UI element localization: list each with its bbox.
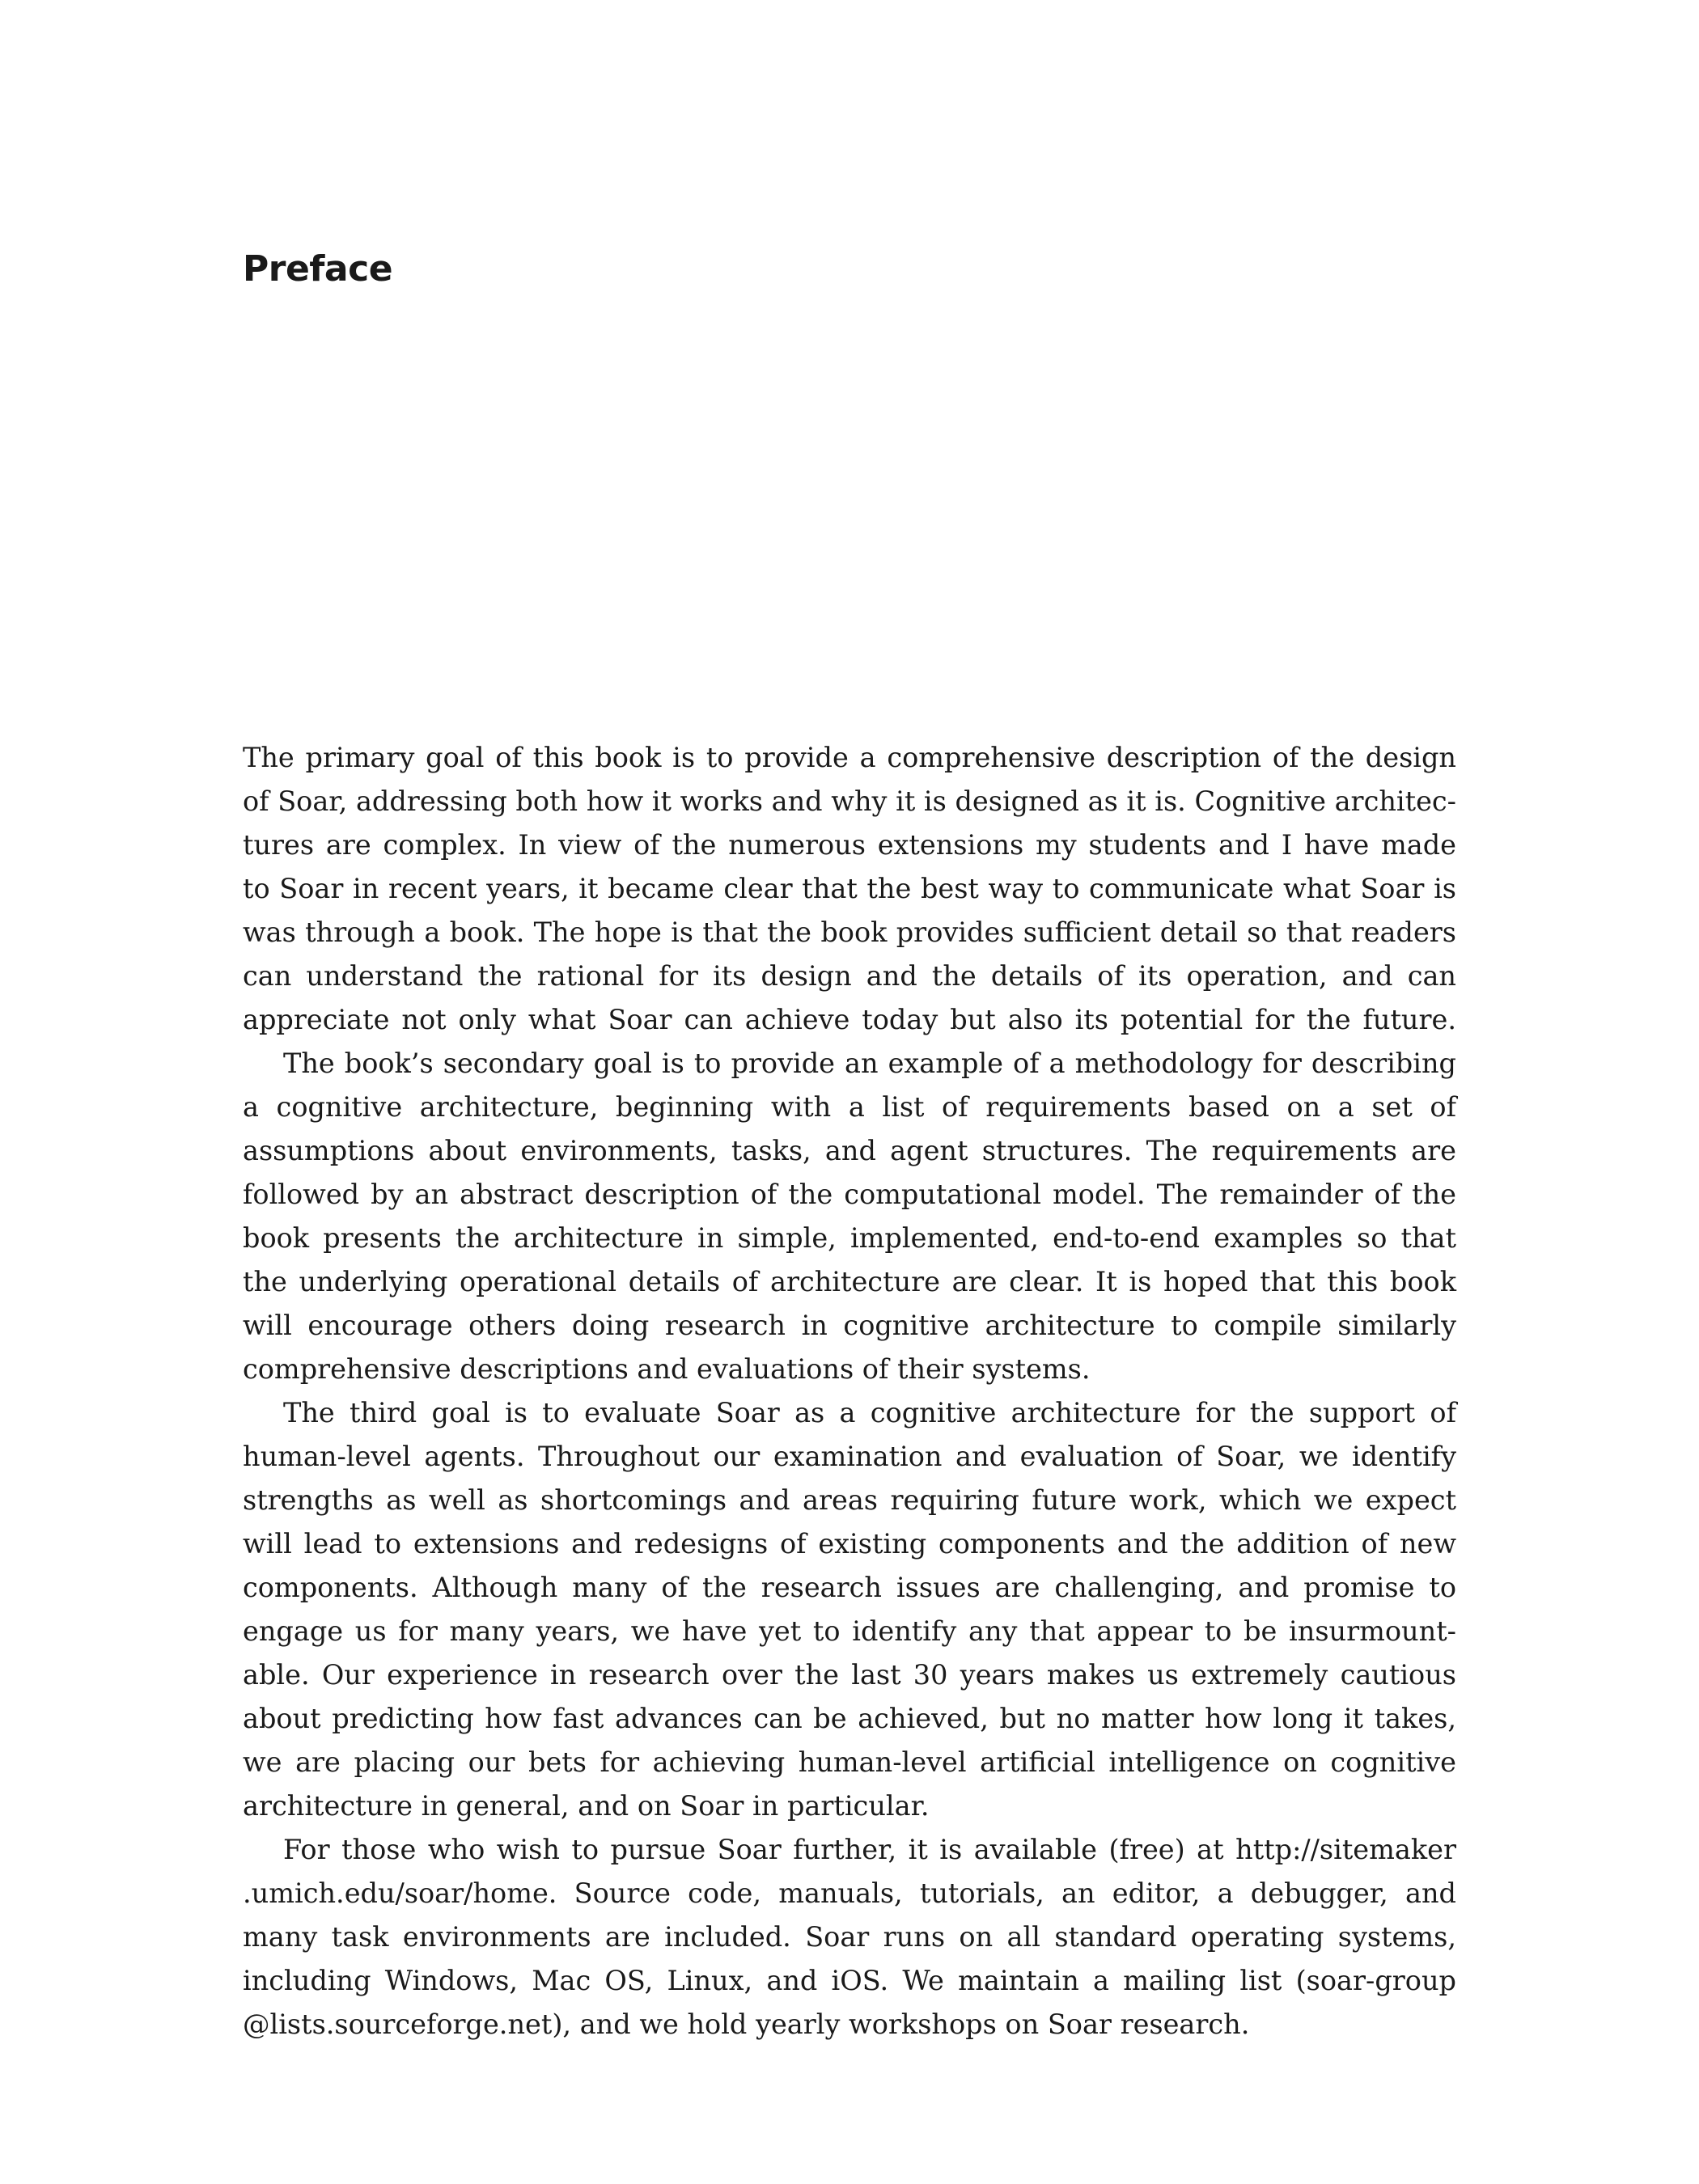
text-line: The third goal is to evaluate Soar as a cognitive architecture for the support of [283,1397,1456,1428]
text-line: assumptions about environments, tasks, and agent structures. The requirements are [243,1135,1456,1166]
text-line: including Windows, Mac OS, Linux, and iOS. We maintain a mailing list (soar-group [243,1965,1456,1996]
text-line: appreciate not only what Soar can achieve today but also its potential for the future. [243,1004,1456,1035]
text-line: architecture in general, and on Soar in particular. [243,1790,930,1822]
text-line: we are placing our bets for achieving human-level artificial intelligence on cognitive [243,1746,1456,1778]
paragraph-2 [243,1042,1456,1391]
text-line: many task environments are included. Soar runs on all standard operating systems, [243,1921,1456,1953]
text-line: book presents the architecture in simple, implemented, end-to-end examples so that [243,1222,1456,1254]
text-line: a cognitive architecture, beginning with a list of requirements based on a set of [243,1091,1456,1123]
paragraph-3 [243,1391,1456,1828]
page-title: Preface [243,248,393,290]
text-line: human-level agents. Throughout our examination and evaluation of Soar, we identify [243,1441,1456,1472]
text-line: @lists.sourceforge.net), and we hold yearly workshops on Soar research. [243,2008,1250,2040]
text-line: of Soar, addressing both how it works and why it is designed as it is. Cognitive architec- [243,785,1456,817]
text-line: .umich.edu/soar/home. Source code, manuals, tutorials, an editor, a debugger, and [243,1877,1456,1909]
text-line: followed by an abstract description of the computational model. The remainder of the [243,1179,1456,1210]
text-line: was through a book. The hope is that the book provides sufficient detail so that readers [243,916,1456,948]
text-line: can understand the rational for its design and the details of its operation, and can [243,960,1456,992]
text-line: will encourage others doing research in cognitive architecture to compile similarly [243,1310,1456,1341]
preface-body [243,736,1456,2046]
paragraph-1 [243,736,1456,1042]
text-line: will lead to extensions and redesigns of existing components and the addition of new [243,1528,1456,1560]
text-line: the underlying operational details of architecture are clear. It is hoped that this book [243,1266,1456,1297]
text-line: For those who wish to pursue Soar further, it is available (free) at http://sitemaker [283,1834,1456,1865]
paragraph-4 [243,1828,1456,2046]
text-line: The primary goal of this book is to provide a comprehensive description of the design [243,742,1456,773]
text-line: able. Our experience in research over the last 30 years makes us extremely cautious [243,1659,1456,1691]
text-line: comprehensive descriptions and evaluations of their systems. [243,1353,1091,1385]
text-line: strengths as well as shortcomings and areas requiring future work, which we expect [243,1484,1456,1516]
text-line: components. Although many of the research issues are challenging, and promise to [243,1572,1456,1603]
text-line: The book’s secondary goal is to provide an example of a methodology for describing [283,1048,1456,1079]
text-line: tures are complex. In view of the numerous extensions my students and I have made [243,829,1456,861]
text-line: to Soar in recent years, it became clear that the best way to communicate what Soar is [243,873,1456,904]
text-line: about predicting how fast advances can be achieved, but no matter how long it takes, [243,1703,1456,1734]
text-line: engage us for many years, we have yet to identify any that appear to be insurmount- [243,1615,1456,1647]
